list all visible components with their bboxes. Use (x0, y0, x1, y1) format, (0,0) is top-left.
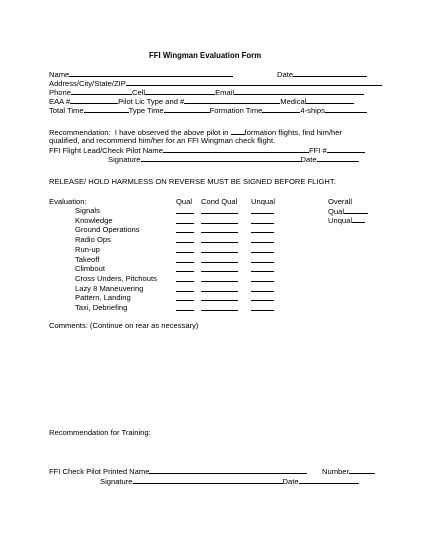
evaluation-item-label: Knowledge (75, 215, 113, 225)
evaluation-item-label: Run-up (75, 244, 100, 254)
evaluation-unqual-field[interactable] (251, 235, 274, 243)
date-field[interactable] (293, 69, 367, 77)
evaluation-qual-field[interactable] (176, 303, 194, 311)
comments-label: Comments: (Continue on rear as necessary) (49, 321, 199, 330)
formation-time-label: Formation Time (209, 106, 263, 115)
pilot-lic-field[interactable] (184, 96, 280, 104)
lead-pilot-field[interactable] (163, 145, 309, 153)
footer-date-label: Date (282, 477, 299, 486)
evaluation-item-label: Taxi, Debriefing (75, 303, 128, 312)
pilot-lic-label: Pilot Lic Type and # (118, 97, 185, 106)
cell-label: Cell (131, 88, 146, 97)
name-label: Name (49, 70, 70, 79)
evaluation-item-label: Radio Ops (75, 235, 111, 245)
overall-unqual-field[interactable] (352, 215, 365, 223)
name-field[interactable] (69, 69, 233, 77)
evaluation-item-label: Ground Operations (75, 225, 140, 235)
medical-field[interactable] (306, 96, 354, 104)
evaluation-cond-qual-field[interactable] (201, 293, 238, 301)
overall-unqual-row (328, 215, 365, 225)
evaluation-cond-qual-field[interactable] (201, 235, 238, 243)
check-pilot-row (49, 466, 307, 476)
medical-label: Medical (280, 97, 307, 106)
evaluation-qual-field[interactable] (176, 206, 194, 214)
evaluation-unqual-field[interactable] (251, 216, 274, 224)
evaluation-cond-qual-field[interactable] (201, 255, 238, 263)
training-label: Recommendation for Training: (49, 428, 151, 437)
col-qual-header: Qual (176, 197, 193, 206)
overall-unqual-label: Unqual (328, 216, 353, 225)
number-label: Number (322, 467, 350, 476)
evaluation-unqual-field[interactable] (251, 264, 274, 272)
footer-signature-label: Signature (100, 477, 133, 486)
evaluation-label: Evaluation: (49, 197, 87, 206)
evaluation-cond-qual-field[interactable] (201, 225, 238, 233)
cell-field[interactable] (145, 87, 215, 95)
total-time-label: Total Time (49, 106, 84, 115)
lead-signature-field[interactable] (141, 154, 301, 162)
ffi-number-field[interactable] (327, 145, 365, 153)
address-field[interactable] (126, 78, 382, 86)
overall-header: Overall (328, 197, 353, 206)
evaluation-qual-field[interactable] (176, 245, 194, 253)
lead-signature-row (108, 154, 359, 164)
evaluation-item-label: Signals (75, 206, 100, 215)
four-ships-field[interactable] (325, 105, 367, 113)
four-ships-label: 4-ships (300, 106, 325, 115)
recommendation-line-2: qualified, and recommend him/her for an FFI Wingman check flight. (49, 136, 276, 145)
evaluation-cond-qual-field[interactable] (201, 284, 238, 292)
phone-field[interactable] (71, 87, 132, 95)
evaluation-unqual-field[interactable] (251, 245, 274, 253)
type-time-field[interactable] (164, 105, 210, 113)
check-pilot-field[interactable] (149, 466, 307, 474)
col-unqual-header: Unqual (251, 197, 276, 206)
email-field[interactable] (234, 87, 364, 95)
formation-flights-count-field[interactable] (231, 127, 245, 135)
time-row (49, 105, 367, 115)
check-pilot-label: FFI Check Pilot Printed Name (49, 467, 150, 476)
address-label: Address/City/State/ZIP (49, 79, 126, 88)
evaluation-cond-qual-field[interactable] (201, 245, 238, 253)
footer-signature-field[interactable] (133, 476, 283, 484)
lead-pilot-label: FFI Flight Lead/Check Pilot Name (49, 146, 163, 155)
evaluation-qual-field[interactable] (176, 225, 194, 233)
lead-signature-label: Signature (108, 155, 141, 164)
evaluation-qual-field[interactable] (176, 284, 194, 292)
evaluation-unqual-field[interactable] (251, 225, 274, 233)
evaluation-item-label: Lazy 8 Maneuvering (75, 283, 144, 293)
recommendation-text-a: Recommendation: I have observed the above pilot in (49, 128, 229, 137)
evaluation-unqual-field[interactable] (251, 274, 274, 282)
eaa-label: EAA # (49, 97, 71, 106)
lead-date-label: Date (300, 155, 317, 164)
evaluation-cond-qual-field[interactable] (201, 264, 238, 272)
total-time-field[interactable] (84, 105, 129, 113)
phone-label: Phone (49, 88, 71, 97)
overall-qual-label: Qual (328, 207, 345, 216)
overall-qual-field[interactable] (344, 206, 368, 214)
email-label: Email (215, 88, 235, 97)
evaluation-qual-field[interactable] (176, 293, 194, 301)
ffi-number-label: FFI # (308, 146, 327, 155)
evaluation-unqual-field[interactable] (251, 284, 274, 292)
evaluation-qual-field[interactable] (176, 255, 194, 263)
type-time-label: Type Time (128, 106, 164, 115)
evaluation-qual-field[interactable] (176, 274, 194, 282)
evaluation-cond-qual-field[interactable] (201, 216, 238, 224)
evaluation-qual-field[interactable] (176, 235, 194, 243)
number-row (322, 466, 375, 476)
evaluation-cond-qual-field[interactable] (201, 206, 238, 214)
eaa-field[interactable] (70, 96, 118, 104)
evaluation-unqual-field[interactable] (251, 303, 274, 311)
evaluation-qual-field[interactable] (176, 216, 194, 224)
date-label: Date (277, 70, 294, 79)
evaluation-qual-field[interactable] (176, 264, 194, 272)
evaluation-cond-qual-field[interactable] (201, 274, 238, 282)
evaluation-item-label: Climbout (75, 264, 105, 274)
form-title: FFI Wingman Evaluation Form (149, 51, 262, 60)
footer-signature-row (100, 476, 359, 486)
evaluation-cond-qual-field[interactable] (201, 303, 238, 311)
footer-date-field[interactable] (299, 476, 359, 484)
col-cond-qual-header: Cond Qual (201, 197, 238, 206)
recommendation-text-b: formation flights, find him/her (244, 128, 343, 137)
evaluation-item-label: Pattern, Landing (75, 293, 131, 303)
evaluation-unqual-field[interactable] (251, 293, 274, 301)
release-notice: RELEASE/ HOLD HARMLESS ON REVERSE MUST BE SIGNED BEFORE FLIGHT. (49, 177, 336, 186)
evaluation-item-label: Takeoff (75, 254, 100, 264)
evaluation-item-label: Cross Unders, Pitchouts (75, 273, 157, 283)
evaluation-unqual-field[interactable] (251, 206, 274, 214)
lead-date-field[interactable] (317, 154, 359, 162)
evaluation-unqual-field[interactable] (251, 255, 274, 263)
formation-time-field[interactable] (262, 105, 300, 113)
number-field[interactable] (349, 466, 375, 474)
